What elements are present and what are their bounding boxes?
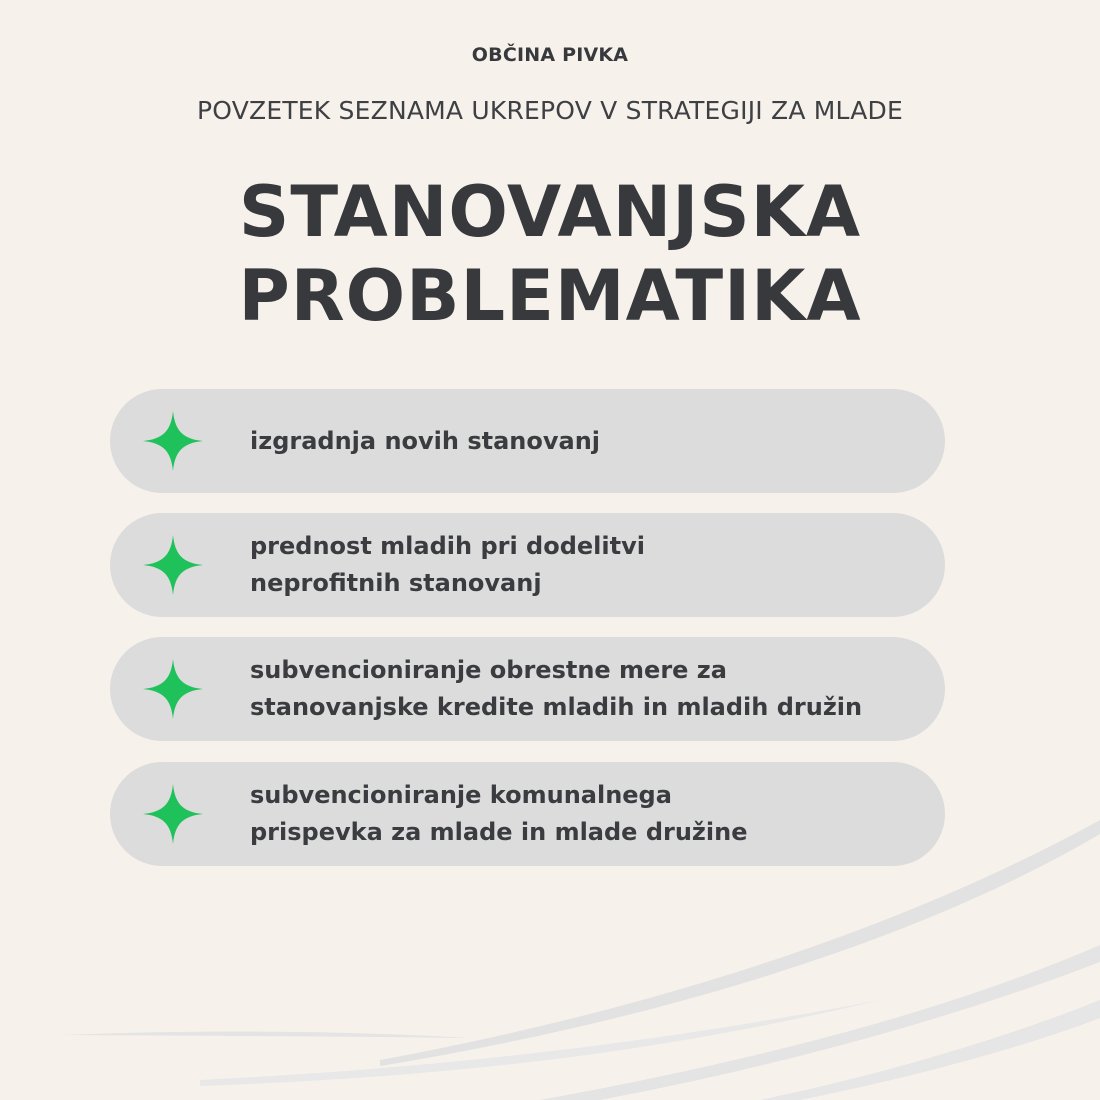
- star-icon: [143, 659, 203, 719]
- measure-item: [110, 513, 945, 617]
- measure-line: izgradnja novih stanovanj: [250, 426, 601, 455]
- measure-text: [250, 637, 925, 741]
- page-subtitle: POVZETEK SEZNAMA UKREPOV V STRATEGIJI ZA MLADE: [197, 96, 903, 125]
- measure-line: prispevka za mlade in mlade družine: [250, 818, 748, 846]
- title-line: PROBLEMATIKA: [238, 255, 862, 337]
- measure-text: [250, 389, 925, 493]
- title-line: STANOVANJSKA: [238, 171, 862, 253]
- organization-name: OBČINA PIVKA: [471, 44, 629, 66]
- star-icon: [143, 535, 203, 595]
- page-title: [0, 170, 1100, 338]
- measure-item: [110, 762, 945, 866]
- measure-line: subvencioniranje obrestne mere za: [250, 656, 727, 684]
- measure-item: [110, 389, 945, 493]
- measure-text: [250, 762, 925, 866]
- measure-item: [110, 637, 945, 741]
- measure-line: stanovanjske kredite mladih in mladih družin: [250, 693, 863, 721]
- measure-text: [250, 513, 925, 617]
- star-icon: [143, 411, 203, 471]
- measure-line: prednost mladih pri dodelitvi: [250, 532, 645, 560]
- star-icon: [143, 784, 203, 844]
- measure-line: neprofitnih stanovanj: [250, 569, 542, 597]
- measure-line: subvencioniranje komunalnega: [250, 781, 672, 809]
